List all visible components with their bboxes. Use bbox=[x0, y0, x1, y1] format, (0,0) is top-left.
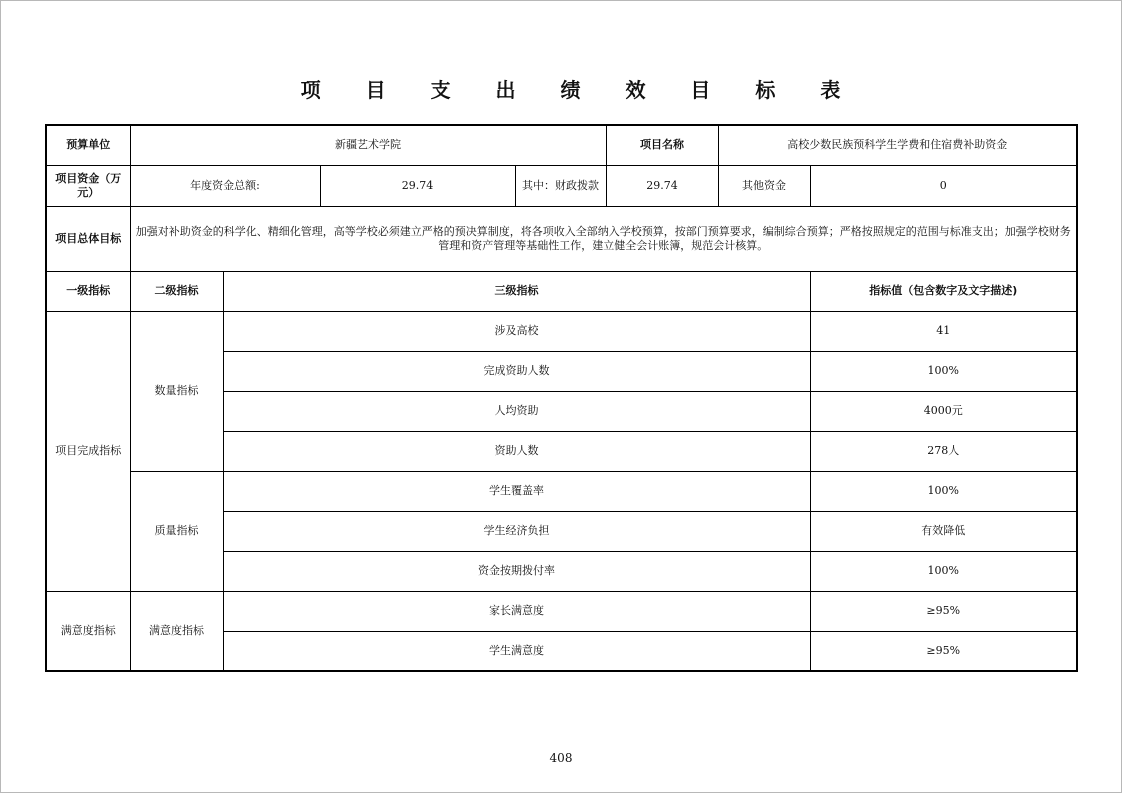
page-number: 408 bbox=[549, 751, 573, 765]
indicator-value: 100% bbox=[810, 351, 1077, 391]
level2-cell: 质量指标 bbox=[130, 471, 223, 591]
column-level1: 一级指标 bbox=[46, 271, 130, 311]
funds-other-value: 0 bbox=[810, 165, 1077, 206]
indicator-name: 资金按期拨付率 bbox=[223, 551, 810, 591]
indicator-name: 涉及高校 bbox=[223, 311, 810, 351]
performance-goal-table bbox=[45, 124, 1078, 672]
funds-label: 项目资金（万元） bbox=[46, 165, 130, 206]
indicator-name: 学生覆盖率 bbox=[223, 471, 810, 511]
funds-total-label: 年度资金总额: bbox=[130, 165, 320, 206]
indicator-value: 41 bbox=[810, 311, 1077, 351]
goal-row bbox=[46, 206, 1077, 271]
indicator-name: 学生满意度 bbox=[223, 631, 810, 671]
project-name-label: 项目名称 bbox=[606, 125, 718, 165]
column-level3: 三级指标 bbox=[223, 271, 810, 311]
page-title: 项 目 支 出 绩 效 目 标 表 bbox=[300, 78, 860, 102]
level2-cell: 满意度指标 bbox=[130, 591, 223, 671]
indicator-name: 完成资助人数 bbox=[223, 351, 810, 391]
indicator-name: 家长满意度 bbox=[223, 591, 810, 631]
funds-fiscal-label: 其中：财政拨款 bbox=[515, 165, 606, 206]
column-level2: 二级指标 bbox=[130, 271, 223, 311]
indicator-name: 学生经济负担 bbox=[223, 511, 810, 551]
indicator-value: 4000元 bbox=[810, 391, 1077, 431]
indicator-value: 有效降低 bbox=[810, 511, 1077, 551]
goal-text: 加强对补助资金的科学化、精细化管理，高等学校必须建立严格的预决算制度，将各项收入全部纳入学校预算，按部门预算要求，编制综合预算；严格按照规定的范围与标准支出；加强学校财务管理和资产管理等基础性工作，建立健全会计账簿，规范会计核算。 bbox=[130, 206, 1077, 271]
table-row bbox=[46, 471, 1077, 511]
goal-label: 项目总体目标 bbox=[46, 206, 130, 271]
project-name-value: 高校少数民族预科学生学费和住宿费补助资金 bbox=[718, 125, 1077, 165]
budget-unit-value: 新疆艺术学院 bbox=[130, 125, 606, 165]
funds-total-value: 29.74 bbox=[320, 165, 515, 206]
indicator-name: 人均资助 bbox=[223, 391, 810, 431]
indicator-value: 100% bbox=[810, 471, 1077, 511]
level1-cell: 满意度指标 bbox=[46, 591, 130, 671]
indicator-value: ≥95% bbox=[810, 631, 1077, 671]
funds-fiscal-value: 29.74 bbox=[606, 165, 718, 206]
indicator-value: 100% bbox=[810, 551, 1077, 591]
level2-cell: 数量指标 bbox=[130, 311, 223, 471]
indicator-name: 资助人数 bbox=[223, 431, 810, 471]
table-row bbox=[46, 591, 1077, 631]
column-value: 指标值（包含数字及文字描述) bbox=[810, 271, 1077, 311]
budget-unit-label: 预算单位 bbox=[46, 125, 130, 165]
indicator-value: 278人 bbox=[810, 431, 1077, 471]
indicator-value: ≥95% bbox=[810, 591, 1077, 631]
column-header-row bbox=[46, 271, 1077, 311]
header-row bbox=[46, 125, 1077, 165]
funds-row bbox=[46, 165, 1077, 206]
funds-other-label: 其他资金 bbox=[718, 165, 810, 206]
level1-cell: 项目完成指标 bbox=[46, 311, 130, 591]
table-row bbox=[46, 311, 1077, 351]
